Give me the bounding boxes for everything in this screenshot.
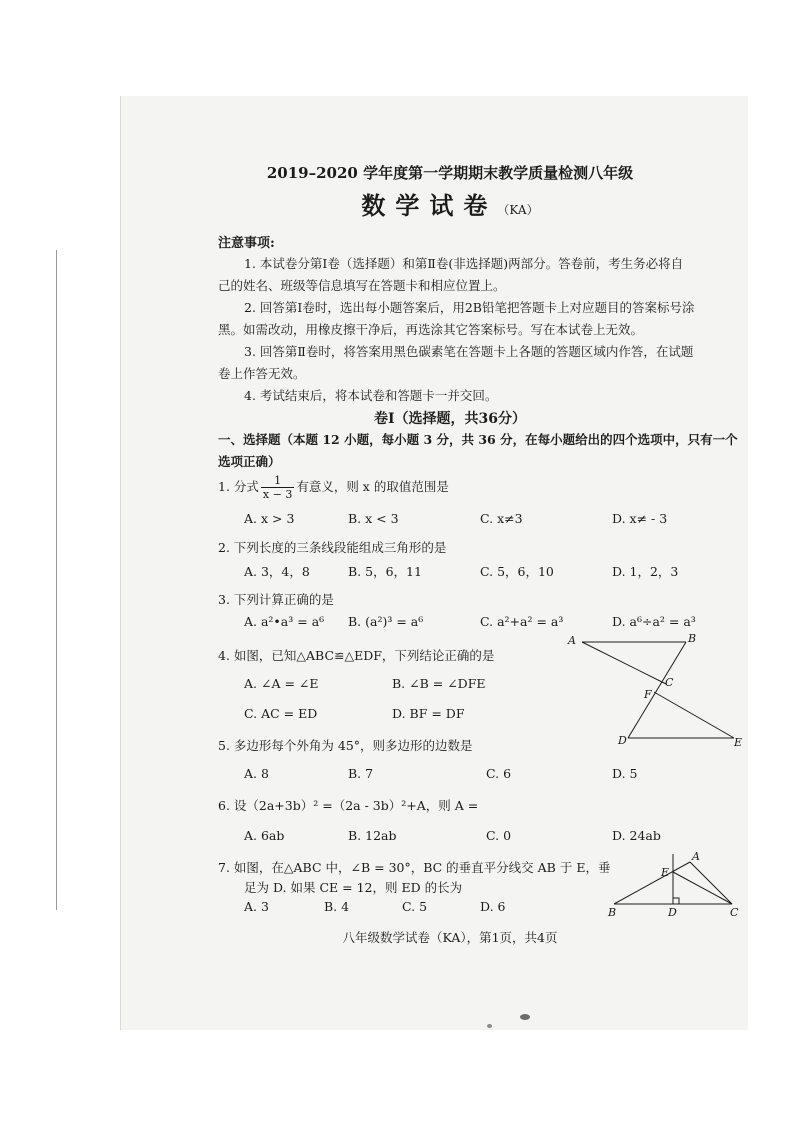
q4-option-b: B. ∠B = ∠DFE (392, 676, 486, 691)
q1-option-d: D. x≠ - 3 (612, 511, 668, 526)
q1-denominator: x − 3 (262, 488, 293, 501)
scan-speck (520, 1014, 530, 1020)
q4-label-f: F (644, 688, 652, 701)
q5-option-d: D. 5 (612, 766, 638, 781)
q4-segment-bd (628, 642, 686, 738)
q2-option-a: A. 3，4，8 (244, 564, 310, 579)
q7-option-d: D. 6 (480, 899, 506, 914)
note-3a: 3. 回答第Ⅱ卷时，将答案用黑色碳素笔在答题卡上各题的答题区域内作答，在试题 (244, 344, 694, 359)
q7-stem-1: 7. 如图，在△ABC 中，∠B = 30°，BC 的垂直平分线交 AB 于 E，垂 (218, 860, 611, 875)
note-3b: 卷上作答无效。 (218, 366, 306, 381)
q4-option-c: C. AC = ED (244, 706, 318, 721)
q4-label-d: D (618, 734, 627, 747)
q7-stem-2: 足为 D. 如果 CE = 12，则 ED 的长为 (244, 880, 463, 895)
q7-figure (600, 846, 750, 920)
q4-segment-fe (654, 692, 734, 738)
q2-option-b: B. 5，6，11 (348, 564, 422, 579)
q1-option-c: C. x≠3 (480, 511, 523, 526)
q5-option-a: A. 8 (244, 766, 269, 781)
q6-option-b: B. 12ab (348, 828, 397, 843)
exam-header: 2019–2020 学年度第一学期期末教学质量检测八年级 (266, 164, 634, 182)
note-2a: 2. 回答第Ⅰ卷时，选出每小题答案后，用2B铅笔把答题卡上对应题目的答案标号涂 (244, 300, 695, 315)
q1-fraction (261, 474, 294, 501)
q4-label-c: C (665, 676, 674, 689)
note-2b: 黑。如需改动，用橡皮擦干净后，再选涂其它答案标号。写在本试卷上无效。 (218, 322, 644, 337)
q4-label-a: A (568, 634, 576, 647)
q7-option-c: C. 5 (402, 899, 428, 914)
q7-segment-ac (690, 862, 732, 904)
exam-code: （KA） (497, 203, 539, 217)
q2-option-c: C. 5，6，10 (480, 564, 554, 579)
note-4: 4. 考试结束后，将本试卷和答题卡一并交回。 (244, 388, 498, 403)
note-1a: 1. 本试卷分第Ⅰ卷（选择题）和第Ⅱ卷(非选择题)两部分。答卷前，考生务必将自 (244, 256, 684, 271)
q7-label-b: B (608, 906, 617, 919)
q1-suffix: 有意义，则 x 的取值范围是 (296, 479, 449, 494)
section-intro-2: 选项正确） (218, 454, 281, 469)
q3-option-d: D. a⁶÷a² = a³ (612, 614, 696, 629)
q7-option-a: A. 3 (244, 899, 269, 914)
exam-title: 数学试卷 (361, 191, 498, 220)
q5-option-b: B. 7 (348, 766, 374, 781)
q4-label-e: E (734, 736, 743, 749)
q1-prefix: 1. 分式 (218, 479, 259, 494)
q6-stem: 6. 设（2a+3b）² =（2a - 3b）²+A，则 A = (218, 798, 479, 813)
q1-stem (218, 474, 449, 501)
section-title: 卷Ⅰ（选择题，共36分） (373, 411, 527, 427)
q4-figure (562, 628, 752, 752)
q6-option-c: C. 0 (486, 828, 512, 843)
page-footer: 八年级数学试卷（KA），第1页，共4页 (342, 930, 558, 945)
q4-segment-ac (582, 642, 666, 684)
q3-stem: 3. 下列计算正确的是 (218, 592, 334, 607)
section-intro-1: 一、选择题（本题 12 小题，每小题 3 分，共 36 分，在每小题给出的四个选项中，只有一个 (218, 432, 738, 447)
exam-title-row (150, 186, 750, 221)
q6-option-a: A. 6ab (244, 828, 285, 843)
q1-numerator: 1 (261, 474, 294, 488)
q4-option-d: D. BF = DF (392, 706, 465, 721)
q4-stem: 4. 如图，已知△ABC≌△EDF，下列结论正确的是 (218, 648, 495, 663)
q3-option-c: C. a²+a² = a³ (480, 614, 564, 629)
notes-heading: 注意事项: (218, 236, 275, 251)
q5-stem: 5. 多边形每个外角为 45°，则多边形的边数是 (218, 738, 473, 753)
q2-option-d: D. 1，2，3 (612, 564, 679, 579)
q7-segment-ec (673, 872, 732, 904)
q1-option-b: B. x < 3 (348, 511, 399, 526)
q3-option-a: A. a²•a³ = a⁶ (244, 614, 325, 629)
q7-label-d: D (668, 906, 677, 919)
q2-stem: 2. 下列长度的三条线段能组成三角形的是 (218, 540, 447, 555)
q7-label-a: A (692, 850, 700, 863)
q5-option-c: C. 6 (486, 766, 512, 781)
binding-line (56, 250, 57, 910)
q7-label-e: E (661, 866, 670, 879)
q7-option-b: B. 4 (324, 899, 350, 914)
q3-option-b: B. (a²)³ = a⁶ (348, 614, 424, 629)
q6-option-d: D. 24ab (612, 828, 661, 843)
q1-option-a: A. x > 3 (244, 511, 295, 526)
q4-option-a: A. ∠A = ∠E (244, 676, 319, 691)
scan-speck (487, 1024, 492, 1028)
q4-label-b: B (688, 632, 697, 645)
note-1b: 己的姓名、班级等信息填写在答题卡和相应位置上。 (218, 278, 506, 293)
q7-right-angle-mark (673, 898, 679, 904)
q7-label-c: C (730, 906, 739, 919)
